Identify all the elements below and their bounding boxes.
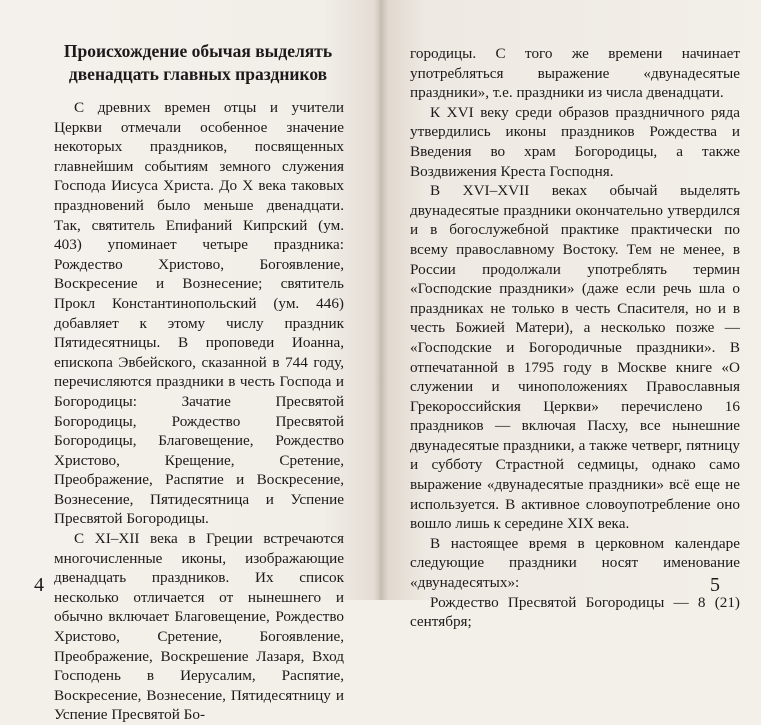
page-number: 4	[34, 574, 44, 596]
heading-line-1: Происхождение обычая выделять	[63, 41, 333, 61]
book-gutter	[374, 0, 388, 600]
paragraph: Рождество Пресвятой Богородицы — 8 (21) сентября;	[410, 593, 740, 631]
paragraph: В XVI–XVII веках обычай выделять двунадесятые праздники окончательно утвердился и в богослужебной практике практически по всему православному Востоку. Тем не менее, в России продолжали употреблять термин «Господские праздники» (даже если речь шла о праздниках не только в честь Спасителя, но и в честь Божией Матери), а несколько позже — «Господские и Богородичные праздники». В отпечатанной в 1795 году в Москве книге «О служении и чиноположениях Православныя Грекороссийския Церкви» перечислено 16 праздников — включая Пасху, все нынешние двунадесятые праздники, а также четверг, пятницу и субботу Страстной седмицы, однако само выражение «двунадесятые праздники» всё еще не используется. В активное словоупотребление оно вошло лишь к середине XIX века.	[410, 182, 740, 533]
right-body-text	[410, 44, 740, 632]
page-number: 5	[710, 574, 720, 596]
paragraph: С древних времен отцы и учители Церкви отмечали особенное значение некоторых праздников, посвященных главнейшим событиям земного служения Господа Иисуса Христа. До X века таковых праздновений было меньше двенадцати. Так, святитель Епифаний Кипрский (ум. 403) упоминает четыре праздника: Рождество Христово, Богоявление, Воскресение и Вознесение; святитель Прокл Константинопольский (ум. 446) добавляет к этому числу праздник Пятидесятницы. В проповеди Иоанна, епископа Эвбейского, сказанной в 744 году, перечисляются праздники в честь Господа и Богородицы: Зачатие Пресвятой Богородицы, Рождество Пресвятой Богородицы, Благовещение, Рождество Христово, Крещение, Сретение, Преображение, Распятие и Воскресение, Вознесение, Пятидесятница и Успение Пресвятой Богородицы.	[54, 99, 344, 528]
paragraph: С XI–XII века в Греции встречаются многочисленные иконы, изображающие двенадцать праздников. Их список несколько отличается от нынешнего и обычно включает Благовещение, Рождество Христово, Сретение, Богоявление, Преображение, Воскрешение Лазаря, Вход Господень в Иерусалим, Распятие, Воскресение, Вознесение, Пятидесятницу и Успение Пресвятой Бо-	[54, 530, 344, 724]
paragraph: К XVI веку среди образов праздничного ряда утвердились иконы праздников Рождества и Введения во храм Богородицы, а также Воздвижения Креста Господня.	[410, 103, 740, 180]
right-page	[380, 0, 761, 631]
left-page	[0, 0, 380, 724]
heading-line-2: двенадцать главных праздников	[68, 64, 328, 84]
chapter-heading	[48, 40, 348, 86]
paragraph: В настоящее время в церковном календаре следующие праздники носят именование «двунадесятых»:	[410, 534, 740, 592]
left-body-text	[54, 98, 344, 725]
paragraph: городицы. С того же времени начинает употребляться выражение «двунадесятые праздники», т.е. праздники из числа двенадцати.	[410, 45, 740, 102]
